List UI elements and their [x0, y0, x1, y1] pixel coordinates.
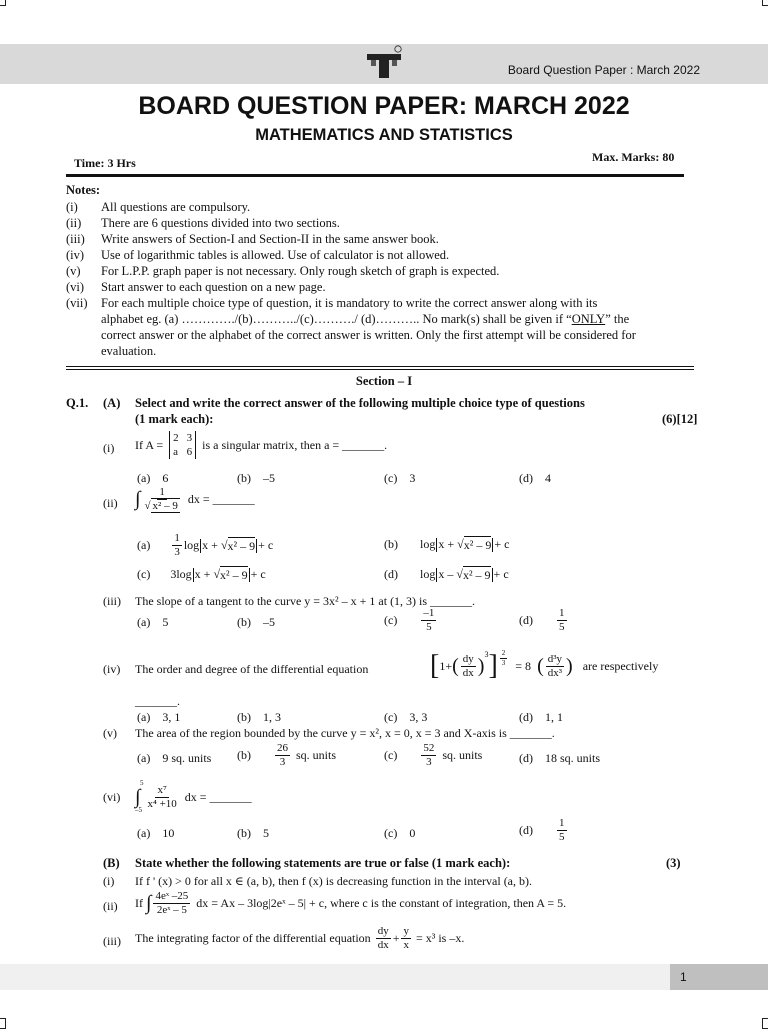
answer-blank: _______.: [135, 694, 180, 708]
option: (d) $\frac{1}{5}$: [519, 817, 565, 843]
option: (b) –5: [237, 471, 275, 485]
option: (d) 18 sq. units: [519, 751, 601, 765]
option: (c) 3log x + √ x² – 9 + c: [137, 567, 266, 582]
subq-number: (iii): [103, 594, 121, 608]
option: (a) 3, 1: [137, 710, 181, 724]
crop-mark: [0, 0, 6, 6]
instruction-text: State whether the following statements are true or false (1 mark each):: [135, 856, 511, 870]
marks-label: (6)[12]: [662, 412, 698, 426]
note-item-cont: evaluation.: [101, 344, 157, 358]
instruction-text: Select and write the correct answer of the following multiple choice type of questions: [135, 396, 585, 410]
option: (d) log x – √ x² – 9 + c: [384, 567, 509, 582]
note-item: (v) For L.P.P. graph paper is not necessary. Only rough sketch of graph is expected.: [66, 264, 500, 278]
question-text: The integrating factor of the differential equation $\frac{dy}{dx}$ + $\frac{y}{x}$ = x³ is –x.: [135, 925, 465, 951]
option: (c) 3: [384, 471, 416, 485]
matrix: 2 3 a 6: [169, 431, 196, 459]
part-label: (A): [103, 396, 121, 410]
option: (a) 6: [137, 471, 169, 485]
instruction-text: (1 mark each):: [135, 412, 214, 426]
option: (a) 10: [137, 826, 175, 840]
subq-number: (iv): [103, 662, 121, 676]
note-item: (i) All questions are compulsory.: [66, 200, 251, 214]
option: (a) 9 sq. units: [137, 751, 212, 765]
question-text: The order and degree of the differential equation: [135, 662, 369, 676]
subq-number: (v): [103, 726, 117, 740]
question-text: 5 ∫ –5 $\frac{\text{x⁷}}{\text{x⁴ +10}}$ dx = _______: [135, 779, 252, 814]
divider: [66, 366, 694, 367]
subq-number: (vi): [103, 790, 121, 804]
question-text: The slope of a tangent to the curve y = 3x² – x + 1 at (1, 3) is _______.: [135, 594, 476, 608]
subq-number: (i): [103, 874, 115, 888]
notes-heading: Notes:: [66, 183, 101, 197]
section-heading: Section – I: [355, 374, 413, 388]
option: (b) $\frac{26}{3}$ sq. units: [237, 742, 337, 768]
time-label: Time: 3 Hrs: [74, 156, 136, 170]
option: (c) $\frac{52}{3}$ sq. units: [384, 742, 483, 768]
note-item: (ii) There are 6 questions divided into two sections.: [66, 216, 340, 230]
subq-number: (ii): [103, 496, 118, 510]
page-number: 1: [670, 964, 768, 990]
note-item-cont: alphabet eg. (a) …………./(b)………../(c)………./ (d)……….. No mark(s) shall be given if “ONLY” the: [101, 312, 630, 326]
crop-mark: [762, 0, 768, 6]
question-text: If A = 2 3 a 6 is a singular matrix, then a = _______.: [135, 432, 388, 458]
option: (b) log x + √ x² – 9 + c: [384, 537, 510, 552]
option: (d) $\frac{1}{5}$: [519, 607, 565, 633]
part-label: (B): [103, 856, 120, 870]
header-label: Board Question Paper : March 2022: [507, 63, 700, 77]
max-marks-label: Max. Marks: 80: [592, 150, 675, 164]
question-text: If f ' (x) > 0 for all x ∈ (a, b), then f (x) is decreasing function in the interval (a, b).: [135, 874, 533, 888]
option: (d) 1, 1: [519, 710, 563, 724]
divider: [66, 369, 694, 370]
note-item: (vii) For each multiple choice type of question, it is mandatory to write the correct answer along with its: [66, 296, 598, 310]
option: (a) $\frac{1}{3}$ log x + √ x² – 9 + c: [137, 532, 274, 558]
option: (a) 5: [137, 615, 169, 629]
note-item-cont: correct answer or the alphabet of the correct answer is written. Only the first attempt will be considered for: [101, 328, 636, 342]
question-text: If ∫ $\frac{\text{4eˣ –25}}{\text{2eˣ – 5}}$ dx = Ax – 3log|2eˣ – 5| + c, where c is the constant of integration, then A = 5.: [135, 890, 567, 916]
subq-number: (i): [103, 441, 115, 455]
question-number: Q.1.: [66, 396, 89, 410]
footer-band: [0, 964, 768, 990]
option: (d) 4: [519, 471, 551, 485]
option: (c) 3, 3: [384, 710, 428, 724]
option: (b) 1, 3: [237, 710, 281, 724]
page-title: BOARD QUESTION PAPER: MARCH 2022: [138, 92, 630, 120]
publisher-logo-icon: [365, 44, 405, 80]
question-text: The area of the region bounded by the curve y = x², x = 0, x = 3 and X-axis is _______.: [135, 726, 555, 740]
subq-number: (ii): [103, 899, 118, 913]
page-subtitle: MATHEMATICS AND STATISTICS: [255, 126, 513, 144]
note-item: (vi) Start answer to each question on a new page.: [66, 280, 326, 294]
option: (c) $\frac{-1}{5}$: [384, 607, 435, 633]
note-item: (iii) Write answers of Section-I and Section-II in the same answer book.: [66, 232, 439, 246]
divider: [66, 174, 684, 177]
equation: [ 1+ ( $\frac{dy}{dx}$ ) $^3$ ] $\frac{2}{3}$ = 8 ( $\frac{\text{d³y}}{\text{dx³}}$ ) are respectively: [430, 649, 659, 681]
note-item: (iv) Use of logarithmic tables is allowed. Use of calculator is not allowed.: [66, 248, 450, 262]
option: (c) 0: [384, 826, 416, 840]
notes-list: [66, 199, 706, 359]
marks-label: (3): [666, 856, 681, 870]
question-text: ∫ $\frac{1}{\text{√ x² – 9}}$ dx = _______: [135, 486, 255, 512]
option: (b) 5: [237, 826, 269, 840]
subq-number: (iii): [103, 934, 121, 948]
option: (b) –5: [237, 615, 275, 629]
